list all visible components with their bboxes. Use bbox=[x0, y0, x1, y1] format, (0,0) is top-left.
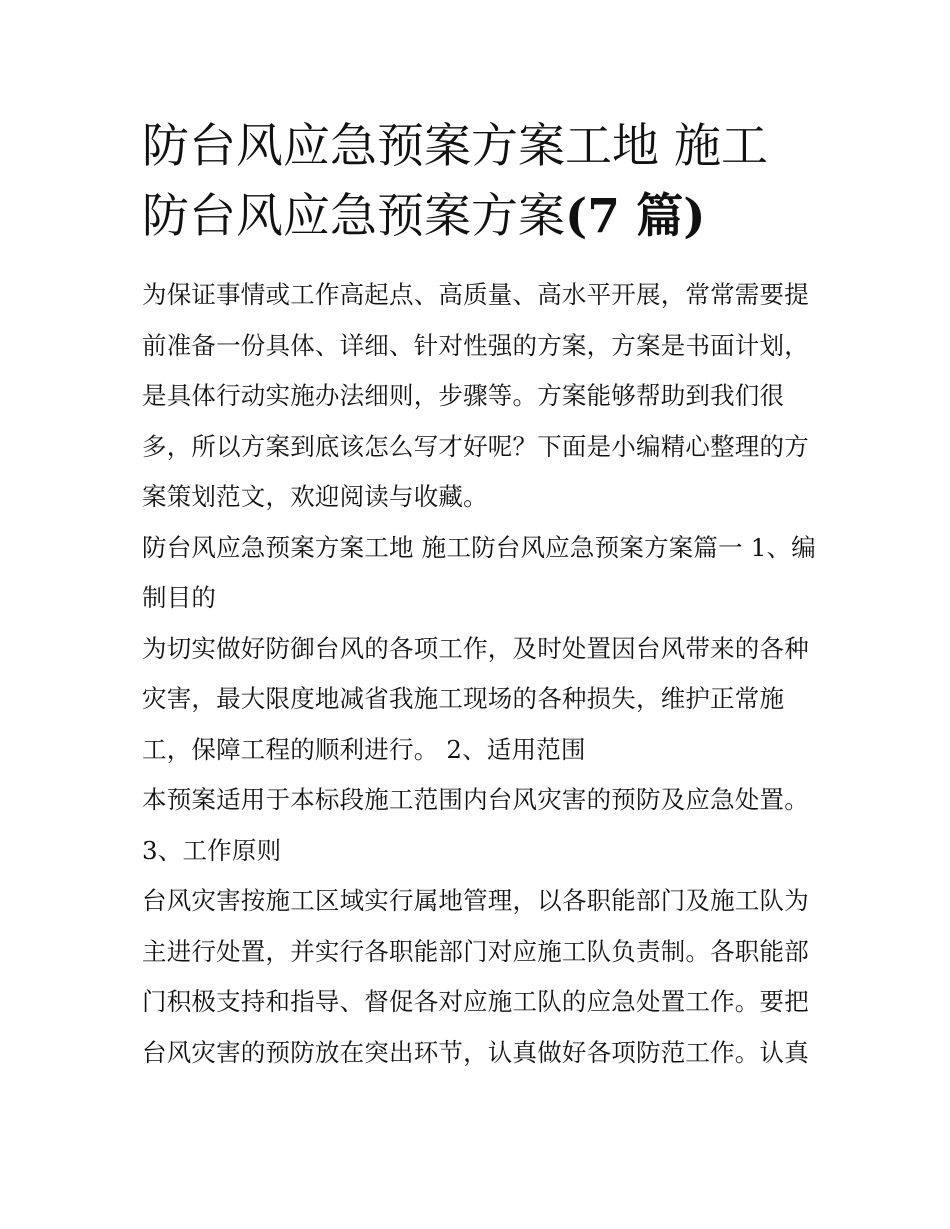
intro-paragraph: 为保证事情或工作高起点、高质量、高水平开展，常常需要提前准备一份具体、详细、针对性强的方案，方案是书面计划，是具体行动实施办法细则，步骤等。方案能够帮助到我们很多，所以方案到底该怎么写才好呢？下面是小编精心整理的方案策划范文，欢迎阅读与收藏。 bbox=[142, 280, 809, 511]
section-heading-paragraph: 防台风应急预案方案工地 施工防台风应急预案方案篇一 1、编制目的 bbox=[142, 532, 816, 612]
title-line-2-suffix: (7 篇) bbox=[565, 189, 706, 244]
title-line-2 bbox=[142, 182, 822, 252]
title-line-1: 防台风应急预案方案工地 施工 bbox=[142, 119, 768, 174]
document-content bbox=[142, 112, 822, 1078]
principle-paragraph: 台风灾害按施工区域实行属地管理，以各职能部门及施工队为主进行处置，并实行各职能部门对应施工队负责制。各职能部门积极支持和指导、督促各对应施工队的应急处置工作。要把台风灾害的预防放在突出环节，认真做好各项防范工作。认真 bbox=[142, 886, 809, 1067]
document-title bbox=[142, 112, 822, 252]
scope-paragraph: 本预案适用于本标段施工范围内台风灾害的预防及应急处置。 3、工作原则 bbox=[142, 785, 809, 865]
title-line-2-main: 防台风应急预案方案 bbox=[142, 189, 565, 244]
purpose-paragraph: 为切实做好防御台风的各项工作，及时处置因台风带来的各种灾害，最大限度地减省我施工现场的各种损失，维护正常施工，保障工程的顺利进行。 2、适用范围 bbox=[142, 633, 809, 764]
